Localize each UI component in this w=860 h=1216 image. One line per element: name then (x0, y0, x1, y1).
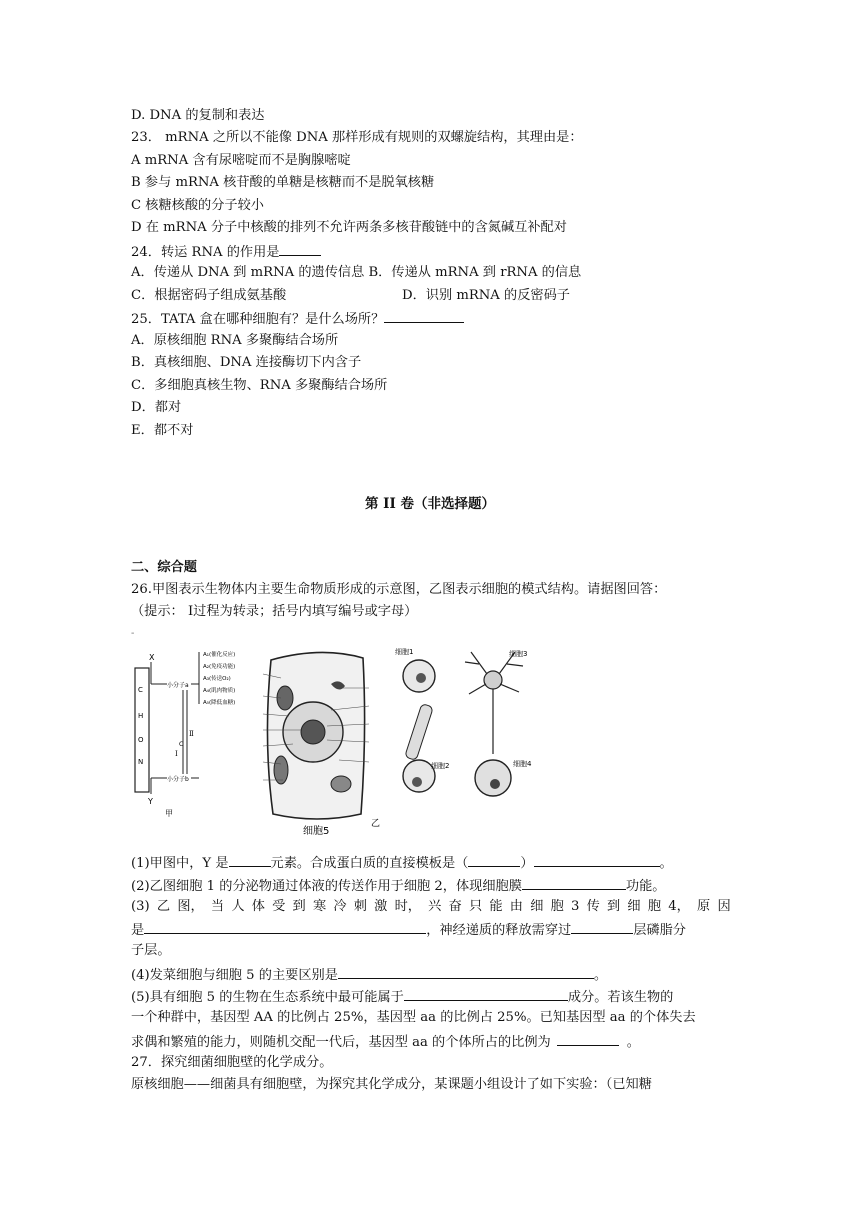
element-n: N (138, 758, 144, 766)
option-23a: A mRNA 含有尿嘧啶而不是胸腺嘧啶 (131, 153, 351, 168)
process-one: Ⅰ (175, 750, 178, 758)
part-5-line-3 (131, 1031, 640, 1053)
option-24d: D．识别 mRNA 的反密码子 (402, 288, 570, 303)
part-3-text-b1: 是 (131, 923, 145, 938)
part-3-text-b3: 层磷脂分 (633, 923, 686, 938)
part-4 (131, 964, 607, 986)
option-25b: B．真核细胞、DNA 连接酶切下内含子 (131, 355, 362, 370)
cell-5-diagram (263, 652, 380, 837)
element-c: C (138, 686, 143, 694)
option-24c: C．根据密码子组成氨基酸 (131, 288, 287, 303)
question-23: 23． mRNA 之所以不能像 DNA 那样形成有规则的双螺旋结构，其理由是： (131, 130, 583, 145)
part-3-word: 乙 (156, 899, 171, 914)
part-5-text-a: (5)具有细胞 5 的生物在生态系统中最可能属于 (131, 990, 404, 1005)
cell-3-label: 细胞3 (509, 650, 528, 658)
option-23d: D 在 mRNA 分子中核酸的排列不允许两条多核苷酸链中的含氮碱互补配对 (131, 220, 567, 235)
answer-blank (534, 852, 660, 867)
answer-blank (404, 986, 568, 1001)
part-3-word: 人 (231, 899, 245, 914)
answer-blank (144, 919, 426, 934)
part-4-text-b: 。 (593, 968, 608, 983)
jia-label: 甲 (165, 809, 173, 818)
part-2-text-a: (2)乙图细胞 1 的分泌物通过体液的传送作用于细胞 2，体现细胞膜 (131, 879, 522, 894)
part-3-word: 传 (586, 899, 600, 914)
part-3-word: 由 (509, 899, 523, 914)
a3-label: A₃(传送O₂) (203, 676, 231, 682)
option-25e: E．都不对 (131, 423, 194, 438)
cell-5-label: 细胞5 (303, 826, 330, 837)
part-3-word: 时， (394, 899, 421, 914)
part-5-line-2: 一个种群中，基因型 AA 的比例占 25%，基因型 aa 的比例占 25%。已知基因型 aa 的个体失去 (131, 1010, 696, 1025)
question-24 (131, 241, 321, 263)
part-3-word: 胞 (550, 899, 564, 914)
option-25a: A．原核细胞 RNA 多聚酶结合场所 (131, 333, 339, 348)
part-3-word: 当 (210, 899, 225, 914)
part-3-word: 体 (251, 899, 265, 914)
part-3-word: 3 (571, 899, 580, 914)
cells-3-4-diagram (465, 649, 532, 796)
part-3-word: 能 (489, 899, 503, 914)
part-3-word: 细 (627, 899, 641, 914)
part-5-text-e: 。 (626, 1035, 640, 1050)
part-1-text-c: ） (520, 856, 534, 871)
option-25d: D．都对 (131, 400, 182, 415)
cell-4-label: 细胞4 (513, 760, 532, 768)
answer-blank (571, 919, 633, 934)
part-3-word: 4， (668, 899, 690, 914)
part-4-text-a: (4)发菜细胞与细胞 5 的主要区别是 (131, 968, 338, 983)
answer-blank (384, 308, 464, 323)
part-3-word: 只 (468, 899, 483, 914)
a4-label: A₄(肌肉物质) (203, 688, 236, 694)
question-27-intro: 原核细胞——细菌具有细胞壁，为探究其化学成分，某课题小组设计了如下实验：（已知糖 (131, 1077, 652, 1092)
part-1-text-d: 。 (659, 856, 673, 871)
answer-blank (522, 875, 626, 890)
cell-2-label: 细胞2 (431, 762, 450, 770)
option-23c: C 核糖核酸的分子较小 (131, 198, 264, 213)
part-1-text-a: (1)甲图中，Y 是 (131, 856, 229, 871)
part-3-word: 兴 (428, 899, 442, 914)
part-3-word: 原 (697, 899, 711, 914)
part-5-text-d: 求偶和繁殖的能力，则随机交配一代后，基因型 aa 的个体所占的比例为 (131, 1035, 551, 1050)
section-title: 第 II 卷（非选择题） (364, 496, 496, 512)
part-3-line-2 (131, 919, 686, 941)
cells-1-2-diagram (395, 647, 449, 792)
option-22d: D. DNA 的复制和表达 (131, 108, 265, 123)
part-1-text-b: 元素。合成蛋白质的直接模板是（ (270, 856, 469, 871)
process-two: Ⅱ (189, 730, 194, 738)
element-o: O (138, 736, 144, 744)
question-26: 26.甲图表示生物体内主要生命物质形成的示意图，乙图表示细胞的模式结构。请据图回答： (131, 582, 667, 597)
part-3-word: 图， (177, 899, 204, 914)
part-3-word: 因 (717, 899, 731, 914)
part-3-word: 冷 (333, 899, 347, 914)
question-25 (131, 308, 464, 330)
part-3-word: 受 (272, 899, 286, 914)
diagram-jia (135, 650, 235, 818)
paragraph-mark: - (131, 628, 135, 639)
cell-1-label: 细胞1 (395, 648, 414, 656)
question-26-hint: （提示： Ⅰ过程为转录；括号内填写编号或字母） (131, 604, 418, 619)
answer-blank (338, 964, 594, 979)
part-3-word: 到 (607, 899, 621, 914)
part-3-word: 激 (374, 899, 388, 914)
question-25-text: 25．TATA 盒在哪种细胞有？是什么场所？ (131, 312, 385, 327)
yi-label: 乙 (371, 819, 381, 829)
part-5-text-b: 成分。若该生物的 (567, 990, 674, 1005)
question-24-text: 24．转运 RNA 的作用是 (131, 245, 280, 260)
part-5-line-1 (131, 986, 673, 1008)
option-25c: C．多细胞真核生物、RNA 多聚酶结合场所 (131, 378, 388, 393)
answer-blank (468, 852, 520, 867)
option-23b: B 参与 mRNA 核苷酸的单糖是核糖而不是脱氧核糖 (131, 175, 435, 190)
a5-label: A₅(降低血糖) (203, 700, 236, 706)
y-label: Y (148, 797, 153, 806)
part-3-word: 细 (530, 899, 544, 914)
a1-label: A₁(催化反应) (203, 652, 236, 658)
part-3-word: 寒 (312, 899, 327, 914)
a2-label: A₂(免疫功能) (203, 664, 236, 670)
part-3-text-b2: ，神经递质的释放需穿过 (426, 923, 572, 938)
part-1 (131, 852, 673, 874)
element-h: H (138, 712, 144, 720)
option-24ab: A．传递从 DNA 到 mRNA 的遗传信息 B．传递从 mRNA 到 rRNA 的信息 (131, 265, 582, 280)
answer-blank (557, 1031, 619, 1046)
section-heading: 二、综合题 (131, 560, 197, 575)
biology-figure (131, 644, 551, 840)
part-2-text-b: 功能。 (625, 879, 666, 894)
small-molecule-b: 小分子b (167, 776, 189, 783)
part-3-word: 胞 (647, 899, 662, 914)
part-2 (131, 875, 665, 897)
small-molecule-a: 小分子a (167, 682, 189, 689)
answer-blank (279, 241, 321, 256)
part-3-word: 刺 (353, 899, 367, 914)
x-label: X (149, 653, 155, 662)
part-3-word: (3) (131, 899, 150, 914)
answer-blank (229, 852, 271, 867)
part-3-line-1 (131, 897, 731, 917)
part-3-word: 奋 (448, 899, 462, 914)
part-3-word: 到 (292, 899, 306, 914)
part-3-line-3: 子层。 (131, 943, 171, 958)
question-27: 27．探究细菌细胞壁的化学成分。 (131, 1055, 333, 1070)
c-molecule-label: C (179, 741, 184, 748)
